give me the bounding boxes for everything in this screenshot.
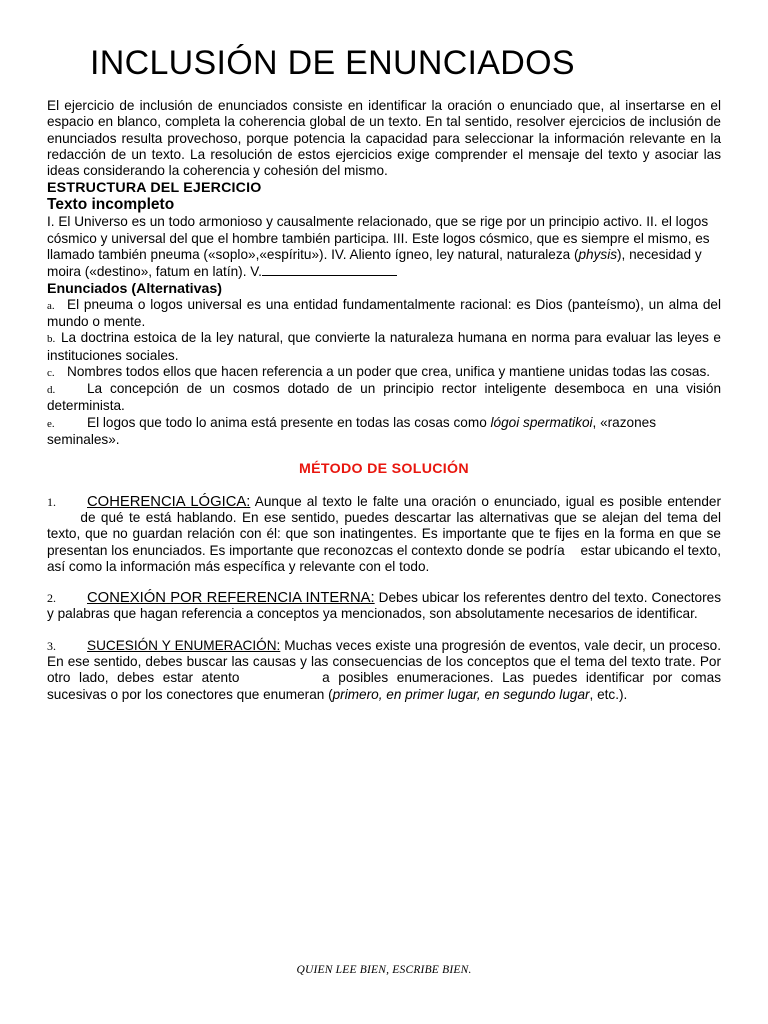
method-number: 2. xyxy=(47,591,56,606)
passage-part-2: ), necesidad y moira («destino», fatum en latín). V. xyxy=(47,247,702,280)
alternative-c xyxy=(47,364,721,381)
document-body xyxy=(47,98,721,703)
method-2 xyxy=(47,590,721,623)
alternative-text: El logos que todo lo anima está presente en todas las cosas como xyxy=(87,414,491,430)
method-title: CONEXIÓN POR REFERENCIA INTERNA: xyxy=(87,590,375,607)
method-number: 1. xyxy=(47,494,56,509)
alternative-text: La concepción de un cosmos dotado de un principio rector inteligente desemboca en una visión determinista. xyxy=(47,381,721,414)
method-title: COHERENCIA LÓGICA: xyxy=(87,493,251,510)
alternative-letter: e. xyxy=(47,417,55,430)
method-text: de qué te está hablando. En ese sentido, puedes descartar las alternativas que se alejan del tema del texto, que no guardan relación con él: que son inatingentes. Es importante que te fijes en la forma en que se presentan los enunciados. Es importante que reconozcas el contexto donde se podría xyxy=(47,509,721,558)
method-text: Muchas veces existe una progresión de eventos, vale decir, un proceso. En ese sentido, debes buscar las causas y las consecuencias de los conceptos que el tema del texto trate. Por otro lado, debes estar atento xyxy=(47,637,721,686)
alternative-italic-term: lógoi spermatikoi xyxy=(490,414,593,430)
method-1 xyxy=(47,494,721,575)
answer-blank xyxy=(262,263,397,276)
alternative-letter: a. xyxy=(47,299,55,312)
alternative-text: El pneuma o logos universal es una entidad fundamentalmente racional: es Dios (panteísmo), un alma del mundo o mente. xyxy=(47,296,721,329)
incomplete-passage xyxy=(47,214,721,280)
alternative-text: La doctrina estoica de la ley natural, que convierte la naturaleza humana en norma para evaluar las leyes e instituciones sociales. xyxy=(47,330,721,363)
passage-physis: physis xyxy=(578,247,618,263)
alternative-letter: b. xyxy=(47,333,56,346)
alternative-b xyxy=(47,330,721,364)
alternatives-heading: Enunciados (Alternativas) xyxy=(47,280,223,297)
alternative-text-end: , «razones seminales». xyxy=(47,414,657,448)
alternative-d xyxy=(47,381,721,415)
method-3 xyxy=(47,638,721,703)
passage-part-1: I. El Universo es un todo armonioso y causalmente relacionado, que se rige por un principio activo. II. el logos cósmico y universal del que el hombre también participa. III. Este logos cósmico, que es siempre el mismo, es llamado también pneuma («soplo»,«espíritu»). IV. Aliento ígneo, ley natural, naturaleza ( xyxy=(47,214,710,263)
alternative-text: Nombres todos ellos que hacen referencia a un poder que crea, unifica y mantiene unidas todas las cosas. xyxy=(67,363,711,379)
method-text: estar ubicando el texto, así como la información más específica y relevante con el todo. xyxy=(47,542,721,574)
structure-heading: ESTRUCTURA DEL EJERCICIO xyxy=(47,180,262,197)
alternative-e xyxy=(47,415,721,449)
method-title: SUCESIÓN Y ENUMERACIÓN: xyxy=(87,637,281,653)
alternative-letter: c. xyxy=(47,366,55,379)
method-text: Aunque al texto le falte una oración o enunciado, igual es posible entender xyxy=(250,493,721,509)
method-text: Debes ubicar los referentes dentro del texto. Conectores y palabras que hagan referencia a conceptos ya mencionados, son absolutamente necesarios de identificar. xyxy=(47,590,721,622)
alternative-letter: d. xyxy=(47,384,56,397)
method-text: a posibles enumeraciones. Las puedes identificar por comas sucesivas o por los conectores que enumeran ( xyxy=(47,670,721,702)
intro-paragraph: El ejercicio de inclusión de enunciados consiste en identificar la oración o enunciado que, al insertarse en el espacio en blanco, completa la coherencia global de un texto. En tal sentido, resolver ejercicios de inclusión de enunciados resulta provechoso, porque potencia la capacidad para seleccionar la información relevante en la redacción de un texto. La resolución de estos ejercicios exige comprender el mensaje del texto y asociar las ideas considerando la coherencia y cohesión del mismo. xyxy=(47,98,721,179)
method-italic: primero, en primer lugar, en segundo lugar xyxy=(332,686,590,702)
method-number: 3. xyxy=(47,638,56,653)
incomplete-text-heading: Texto incompleto xyxy=(47,196,175,214)
method-heading: MÉTODO DE SOLUCIÓN xyxy=(299,461,469,478)
footer-motto: QUIEN LEE BIEN, ESCRIBE BIEN. xyxy=(296,964,472,976)
alternative-a xyxy=(47,297,721,331)
method-text: , etc.). xyxy=(589,686,628,702)
page-title: INCLUSIÓN DE ENUNCIADOS xyxy=(90,44,575,82)
